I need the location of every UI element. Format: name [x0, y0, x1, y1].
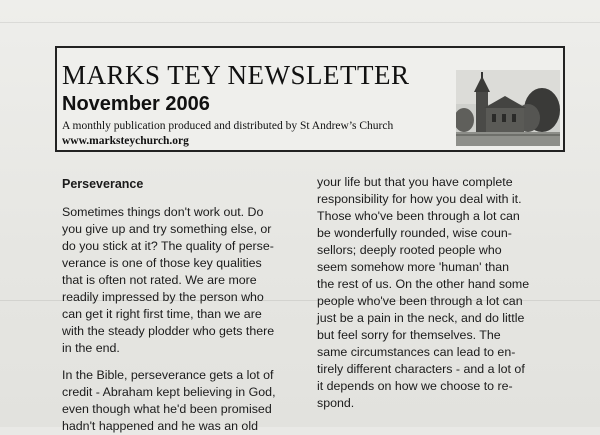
article-right-column: [317, 174, 589, 412]
newsletter-title: MARKS TEY NEWSLETTER: [62, 60, 410, 90]
issue-date: November 2006: [62, 93, 210, 115]
paper-fold: [0, 22, 600, 23]
article-paragraph: your life but that you have complete responsibility for how you deal with it. Those who've been through a lot can be wonderfully rounded, wise coun- sellors; deeply rooted people who seem somehow more 'human' than the rest of us. On the other hand some people who've been through a lot can just be a pain in the neck, and do little but feel sorry for themselves. The same circumstances can lead to en- tirely different characters - and a lot of it depends on how we choose to re- spond.: [317, 175, 530, 410]
church-photo-icon: [456, 70, 560, 146]
newsletter-tagline: A monthly publication produced and distributed by St Andrew’s Church: [62, 120, 394, 132]
article-left-column: [62, 176, 310, 435]
website-link[interactable]: www.marksteychurch.org: [62, 135, 189, 147]
article-title: Perseverance: [62, 177, 144, 191]
article-paragraph: Sometimes things don't work out. Do you give up and try something else, or do you stick at it? The quality of perse- verance is one of those key qualities that is often not rated. We are more readily impressed by the person who can get it right first time, than we are with the steady plodder who gets there in the end.: [62, 205, 275, 355]
article-paragraph: In the Bible, perseverance gets a lot of credit - Abraham kept believing in God, even though what he'd been promised hadn't happened and he was an old: [62, 368, 276, 433]
